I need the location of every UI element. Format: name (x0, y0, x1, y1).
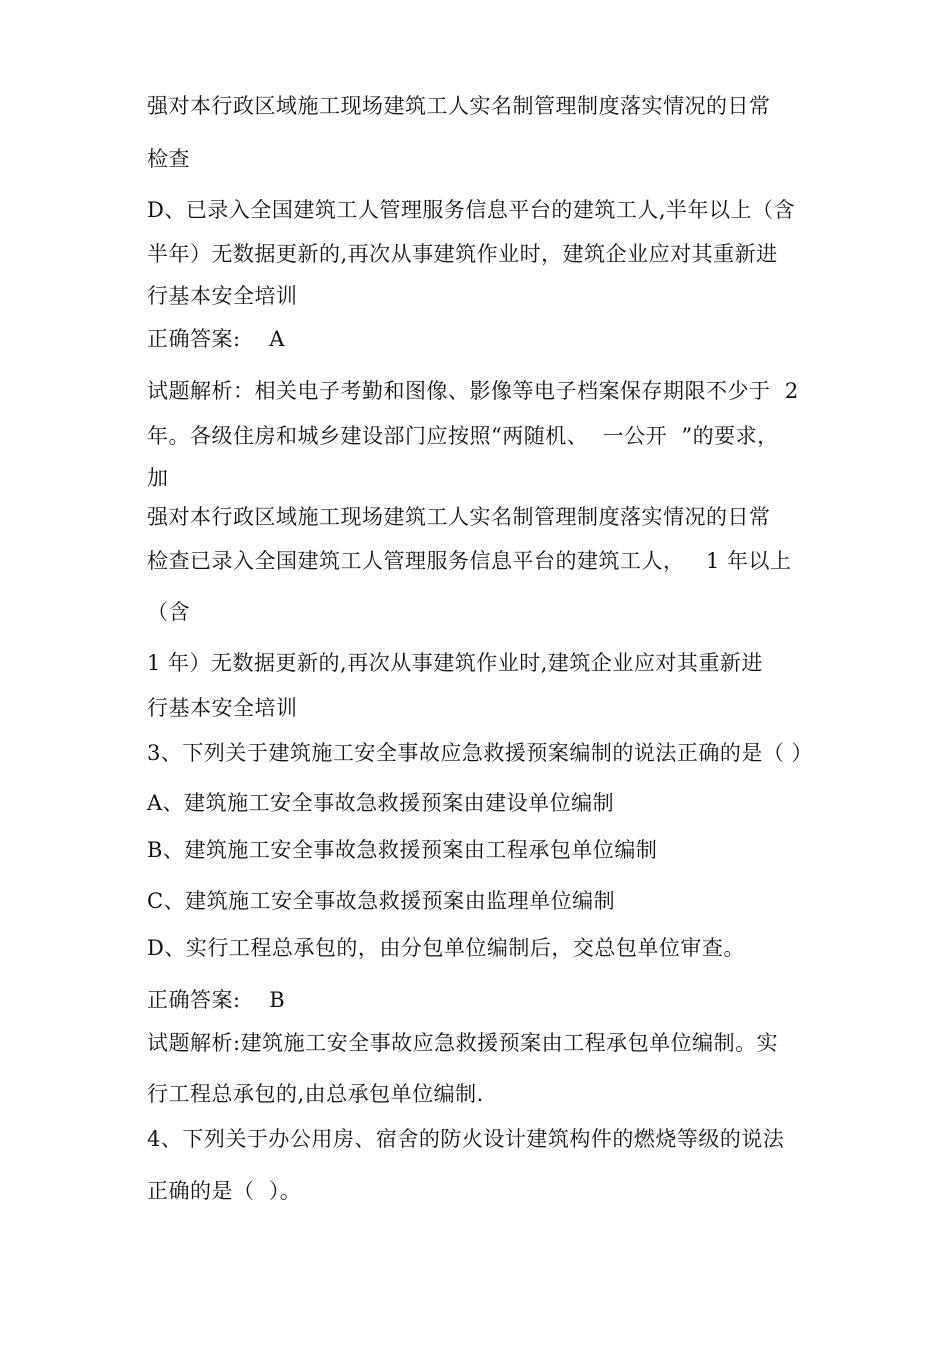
answer-line: 正确答案: B (147, 988, 286, 1012)
paragraph-line: 强对本行政区域施工现场建筑工人实名制管理制度落实情况的日常 (147, 94, 771, 118)
paragraph-line: 半年）无数据更新的,再次从事建筑作业时，建筑企业应对其重新进 (147, 242, 778, 266)
explanation-line: 试题解析:建筑施工安全事故应急救援预案由工程承包单位编制。实 (147, 1031, 779, 1055)
option-d-line: D、实行工程总承包的，由分包单位编制后，交总包单位审查。 (147, 936, 745, 960)
paragraph-line: 年。各级住房和城乡建设部门应按照“两随机、 一公开 ”的要求， (147, 424, 779, 448)
paragraph-line: 行基本安全培训 (147, 696, 298, 720)
paragraph-line: 检查已录入全国建筑工人管理服务信息平台的建筑工人， 1 年以上 (147, 549, 792, 573)
question-3-title: 3、下列关于建筑施工安全事故应急救援预案编制的说法正确的是（ ） (147, 741, 814, 765)
paragraph-line: 加 (147, 466, 169, 490)
option-b-line: B、建筑施工安全事故急救援预案由工程承包单位编制 (147, 838, 658, 862)
explanation-line: 试题解析：相关电子考勤和图像、影像等电子档案保存期限不少于 2 (147, 379, 799, 403)
paragraph-line: 行工程总承包的,由总承包单位编制. (147, 1082, 484, 1106)
option-a-line: A、建筑施工安全事故急救援预案由建设单位编制 (147, 791, 615, 815)
paragraph-line: （含 (147, 600, 190, 624)
paragraph-line: 强对本行政区域施工现场建筑工人实名制管理制度落实情况的日常 (147, 505, 771, 529)
paragraph-line: 行基本安全培训 (147, 284, 298, 308)
paragraph-line: 检查 (147, 147, 190, 171)
option-c-line: C、建筑施工安全事故急救援预案由监理单位编制 (147, 889, 616, 913)
option-d-line: D、已录入全国建筑工人管理服务信息平台的建筑工人,半年以上（含 (147, 198, 796, 222)
paragraph-line: 正确的是（ ）。 (147, 1179, 302, 1203)
answer-line: 正确答案: A (147, 327, 285, 351)
question-4-title: 4、下列关于办公用房、宿舍的防火设计建筑构件的燃烧等级的说法 (147, 1127, 785, 1151)
paragraph-line: 1 年）无数据更新的,再次从事建筑作业时,建筑企业应对其重新进 (147, 651, 763, 675)
